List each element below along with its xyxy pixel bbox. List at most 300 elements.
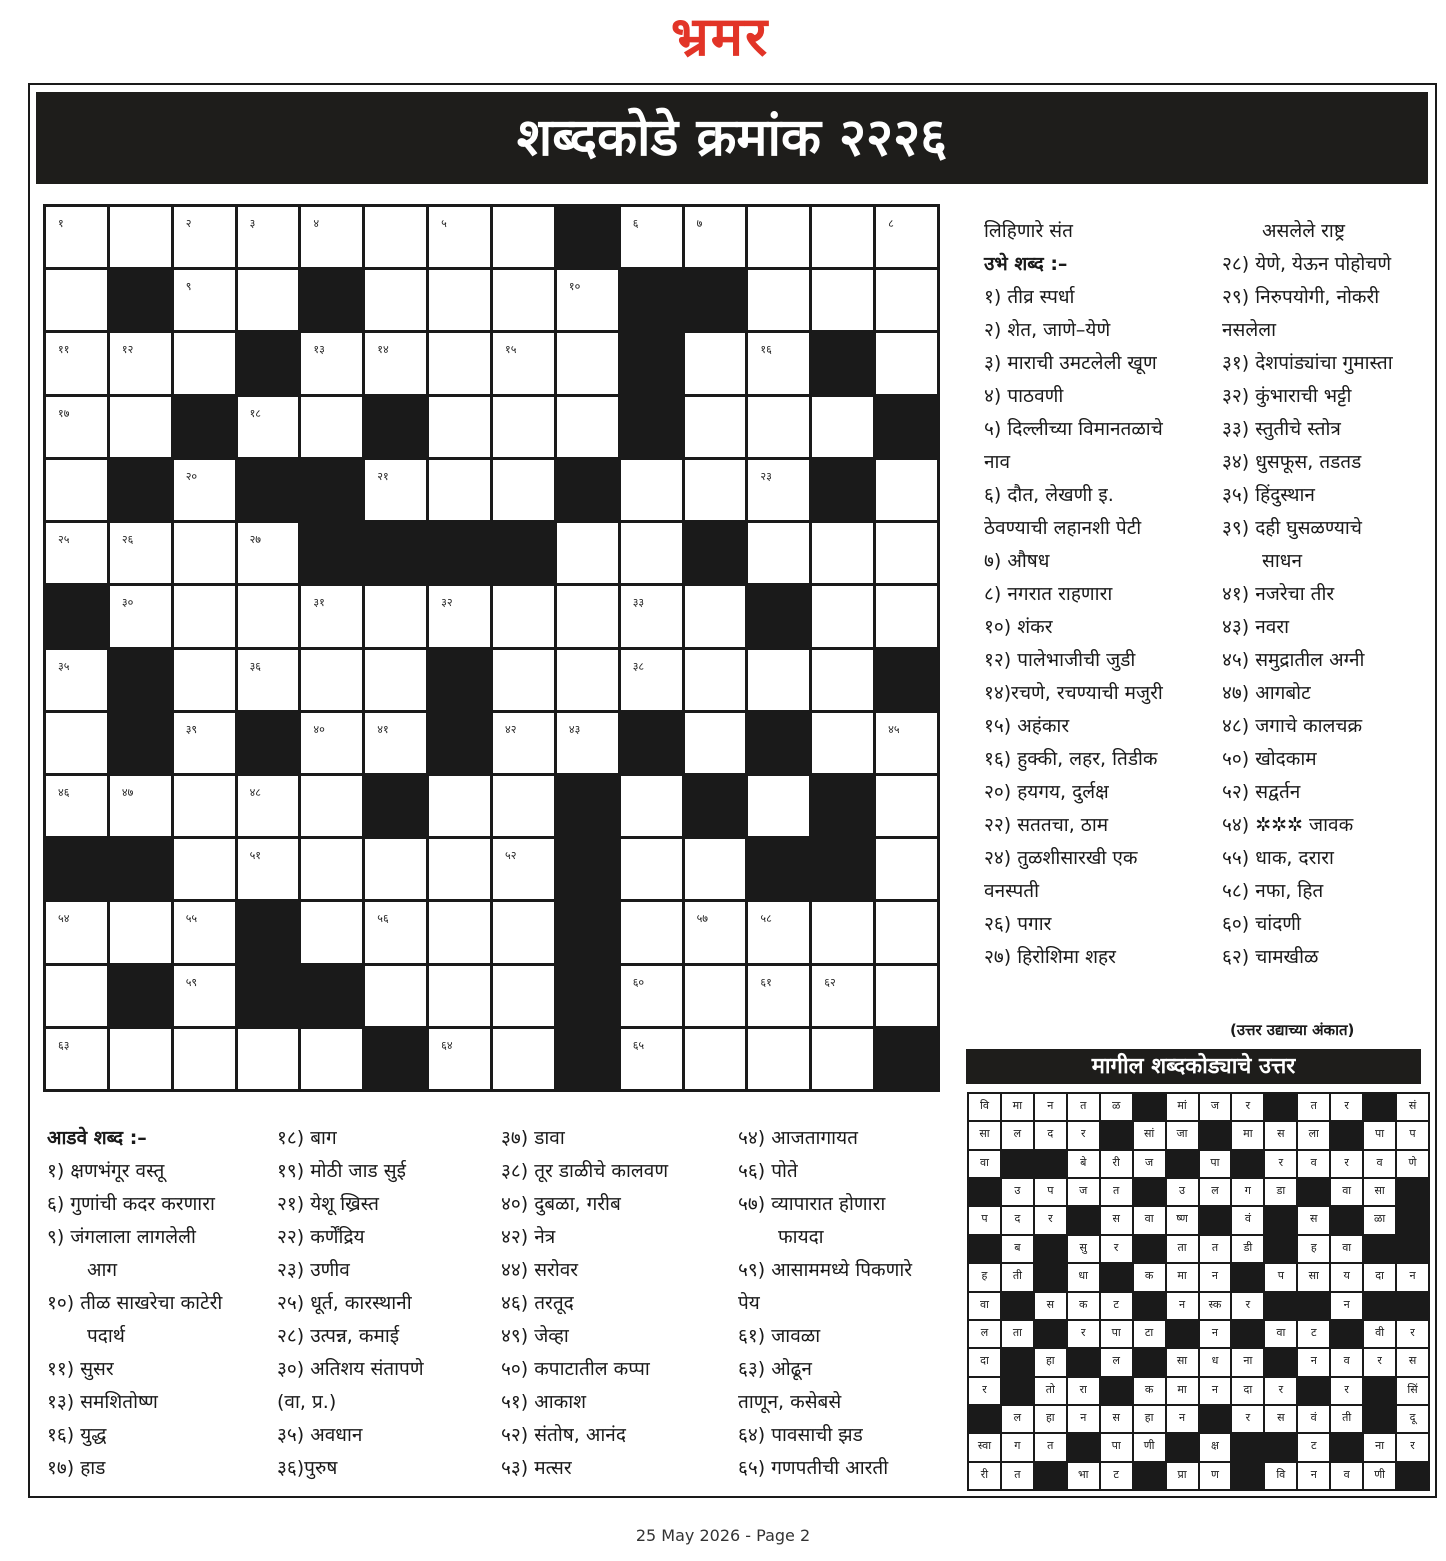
solution-block <box>1035 1321 1066 1347</box>
grid-cell[interactable] <box>621 523 682 583</box>
grid-cell[interactable] <box>301 839 362 899</box>
solution-block <box>1331 1321 1362 1347</box>
grid-cell[interactable] <box>174 270 235 330</box>
clue-number: ८ <box>888 217 894 230</box>
grid-cell[interactable] <box>301 776 362 836</box>
solution-block <box>1364 1293 1395 1319</box>
grid-cell[interactable] <box>621 207 682 267</box>
grid-cell[interactable] <box>46 1029 107 1089</box>
grid-cell[interactable] <box>493 776 554 836</box>
grid-cell[interactable] <box>748 207 809 267</box>
clue-number: ६२ <box>824 975 836 989</box>
solution-cell: ग <box>1232 1179 1263 1205</box>
solution-block <box>1298 1378 1329 1404</box>
grid-cell[interactable] <box>685 902 746 962</box>
clue-line: ६२) चामखीळ <box>1222 946 1319 968</box>
grid-cell[interactable] <box>301 650 362 710</box>
solution-cell: त <box>1068 1094 1099 1120</box>
grid-block <box>876 1029 937 1089</box>
solution-cell: द <box>1002 1207 1033 1233</box>
grid-block <box>110 270 171 330</box>
clue-line: ४८) जगाचे कालचक्र <box>1222 715 1363 737</box>
clue-line: पेय <box>738 1292 760 1314</box>
grid-block <box>365 1029 426 1089</box>
clue-line: ३४) धुसफूस, तडतड <box>1222 451 1362 473</box>
grid-cell[interactable] <box>174 966 235 1026</box>
grid-cell[interactable] <box>685 650 746 710</box>
solution-cell: स <box>1397 1349 1428 1375</box>
clue-line: ५२) सद्वर्तन <box>1222 781 1301 803</box>
clue-number: २५ <box>58 533 70 547</box>
grid-cell[interactable] <box>812 902 873 962</box>
grid-cell[interactable] <box>110 586 171 646</box>
solution-cell: ष्ण <box>1167 1207 1198 1233</box>
clue-line: १) तीव्र स्पर्धा <box>984 286 1075 308</box>
grid-cell[interactable] <box>365 586 426 646</box>
grid-cell[interactable] <box>174 1029 235 1089</box>
grid-cell[interactable] <box>174 586 235 646</box>
solution-cell: न <box>1035 1094 1066 1120</box>
grid-cell[interactable] <box>301 586 362 646</box>
grid-cell[interactable] <box>493 1029 554 1089</box>
grid-cell[interactable] <box>46 713 107 773</box>
grid-cell[interactable] <box>621 839 682 899</box>
grid-cell[interactable] <box>46 966 107 1026</box>
grid-cell[interactable] <box>493 650 554 710</box>
grid-cell[interactable] <box>812 713 873 773</box>
solution-block <box>1002 1378 1033 1404</box>
grid-cell[interactable] <box>876 713 937 773</box>
grid-cell[interactable] <box>876 207 937 267</box>
grid-cell[interactable] <box>174 902 235 962</box>
grid-cell[interactable] <box>365 713 426 773</box>
solution-cell: री <box>1101 1151 1132 1177</box>
grid-cell[interactable] <box>238 207 299 267</box>
grid-block <box>621 713 682 773</box>
clue-line: ४३) नवरा <box>1222 616 1290 638</box>
grid-cell[interactable] <box>365 460 426 520</box>
grid-block <box>301 270 362 330</box>
clue-line: ३३) स्तुतीचे स्तोत्र <box>1222 418 1341 440</box>
solution-cell: पा <box>1101 1434 1132 1460</box>
grid-cell[interactable] <box>429 270 490 330</box>
clue-line: ३) माराची उमटलेली खूण <box>984 352 1157 374</box>
grid-cell[interactable] <box>748 902 809 962</box>
grid-cell[interactable] <box>238 586 299 646</box>
grid-cell[interactable] <box>365 207 426 267</box>
clue-line: २८) उत्पन्न, कमाई <box>277 1325 400 1347</box>
grid-cell[interactable] <box>365 839 426 899</box>
clue-number: ३२ <box>441 596 453 610</box>
clue-line: ५६) पोते <box>738 1160 798 1182</box>
solution-cell: ट <box>1101 1463 1132 1489</box>
clue-number: १ <box>58 217 64 230</box>
grid-block <box>685 270 746 330</box>
grid-cell[interactable] <box>365 333 426 393</box>
grid-cell[interactable] <box>238 270 299 330</box>
grid-cell[interactable] <box>812 397 873 457</box>
solution-block <box>969 1406 1000 1432</box>
clue-number: ६१ <box>760 975 772 989</box>
grid-cell[interactable] <box>110 333 171 393</box>
grid-cell[interactable] <box>621 460 682 520</box>
solution-block <box>1331 1434 1362 1460</box>
grid-cell[interactable] <box>174 333 235 393</box>
solution-cell: वा <box>1331 1236 1362 1262</box>
grid-cell[interactable] <box>238 839 299 899</box>
solution-block <box>1364 1378 1395 1404</box>
clue-number: १४ <box>377 343 389 357</box>
clue-line: ताणून, कसेबसे <box>738 1391 842 1413</box>
grid-cell[interactable] <box>876 776 937 836</box>
grid-cell[interactable] <box>748 523 809 583</box>
solution-cell: क्ष <box>1200 1434 1231 1460</box>
solution-cell: मा <box>1002 1094 1033 1120</box>
grid-cell[interactable] <box>685 460 746 520</box>
solution-block <box>1298 1293 1329 1319</box>
grid-cell[interactable] <box>493 966 554 1026</box>
clue-line: ४०) दुबळा, गरीब <box>501 1193 621 1215</box>
solution-cell: र <box>1364 1349 1395 1375</box>
clue-line: ३१) देशपांड्यांचा गुमास्ता <box>1222 352 1393 374</box>
clue-number: ४३ <box>568 722 581 736</box>
solution-cell: सा <box>969 1122 1000 1148</box>
grid-cell[interactable] <box>110 207 171 267</box>
grid-cell[interactable] <box>493 333 554 393</box>
solution-cell: र <box>1232 1406 1263 1432</box>
grid-cell[interactable] <box>301 713 362 773</box>
clue-line: १३) समशितोष्ण <box>47 1391 158 1413</box>
clue-line: ४४) सरोवर <box>501 1259 579 1281</box>
grid-cell[interactable] <box>812 270 873 330</box>
solution-cell: त <box>1298 1094 1329 1120</box>
solution-block <box>1134 1463 1165 1489</box>
solution-cell: स <box>1265 1406 1296 1432</box>
grid-cell[interactable] <box>429 776 490 836</box>
clue-line: ८) नगरात राहणारा <box>984 583 1113 605</box>
answer-note: (उत्तर उद्याच्या अंकात) <box>1230 1021 1355 1039</box>
clue-line: १२) पालेभाजीची जुडी <box>984 649 1136 671</box>
clue-line: ६) दौत, लेखणी इ. <box>984 484 1114 506</box>
grid-block <box>685 523 746 583</box>
grid-cell[interactable] <box>685 966 746 1026</box>
grid-cell[interactable] <box>429 207 490 267</box>
solution-cell: न <box>1167 1293 1198 1319</box>
grid-cell[interactable] <box>174 776 235 836</box>
clue-line: ५९) आसाममध्ये पिकणारे <box>738 1259 913 1281</box>
solution-cell: स <box>1035 1293 1066 1319</box>
solution-cell: वि <box>1265 1463 1296 1489</box>
clue-line: ६०) चांदणी <box>1222 913 1301 935</box>
grid-cell[interactable] <box>429 839 490 899</box>
crossword-grid[interactable] <box>43 204 940 1092</box>
solution-cell: वा <box>969 1293 1000 1319</box>
solution-cell: सा <box>1364 1179 1395 1205</box>
clue-line: नसलेला <box>1222 319 1277 341</box>
solution-cell: बे <box>1068 1151 1099 1177</box>
grid-cell[interactable] <box>365 270 426 330</box>
solution-cell: भा <box>1068 1463 1099 1489</box>
solution-cell: ळा <box>1364 1207 1395 1233</box>
solution-block <box>1068 1207 1099 1233</box>
solution-block <box>1101 1122 1132 1148</box>
solution-cell: क <box>1134 1264 1165 1290</box>
grid-cell[interactable] <box>876 460 937 520</box>
grid-cell[interactable] <box>429 333 490 393</box>
grid-cell[interactable] <box>365 902 426 962</box>
grid-cell[interactable] <box>685 333 746 393</box>
clue-line: ३५) हिंदुस्थान <box>1222 484 1315 506</box>
grid-cell[interactable] <box>110 902 171 962</box>
clue-number: ५६ <box>377 912 389 926</box>
clue-line: ५५) धाक, दरारा <box>1222 847 1334 869</box>
grid-cell[interactable] <box>174 713 235 773</box>
grid-cell[interactable] <box>238 650 299 710</box>
clue-line: ३७) डावा <box>501 1127 565 1149</box>
grid-cell[interactable] <box>429 460 490 520</box>
clue-line: ३२) कुंभाराची भट्टी <box>1222 385 1352 407</box>
grid-cell[interactable] <box>557 713 618 773</box>
grid-cell[interactable] <box>812 966 873 1026</box>
solution-cell: सा <box>1167 1349 1198 1375</box>
grid-cell[interactable] <box>557 586 618 646</box>
solution-block <box>1134 1293 1165 1319</box>
grid-cell[interactable] <box>685 839 746 899</box>
solution-block <box>1397 1179 1428 1205</box>
clue-line: ३०) अतिशय संतापणे <box>277 1358 424 1380</box>
solution-cell: स्वा <box>969 1434 1000 1460</box>
solution-block <box>1265 1236 1296 1262</box>
solution-cell: वा <box>1134 1207 1165 1233</box>
solution-cell: क <box>1068 1293 1099 1319</box>
solution-block <box>1265 1293 1296 1319</box>
down-clues-column-1 <box>984 215 1163 974</box>
grid-block <box>301 523 362 583</box>
grid-cell[interactable] <box>557 397 618 457</box>
grid-cell[interactable] <box>812 207 873 267</box>
grid-cell[interactable] <box>812 523 873 583</box>
solution-cell: णे <box>1397 1151 1428 1177</box>
solution-cell: मा <box>1167 1378 1198 1404</box>
grid-cell[interactable] <box>429 397 490 457</box>
grid-cell[interactable] <box>238 397 299 457</box>
clue-number: १३ <box>313 343 325 357</box>
solution-block <box>1068 1349 1099 1375</box>
grid-cell[interactable] <box>876 902 937 962</box>
grid-cell[interactable] <box>46 902 107 962</box>
solution-cell: दा <box>1364 1264 1395 1290</box>
clue-line: ९) जंगलाला लागलेली <box>47 1226 196 1248</box>
solution-block <box>1265 1434 1296 1460</box>
clue-line: (वा, प्र.) <box>277 1391 337 1413</box>
grid-cell[interactable] <box>685 1029 746 1089</box>
grid-cell[interactable] <box>110 1029 171 1089</box>
solution-block <box>1035 1151 1066 1177</box>
grid-cell[interactable] <box>876 586 937 646</box>
clue-line: ५७) व्यापारात होणारा <box>738 1193 886 1215</box>
grid-cell[interactable] <box>876 966 937 1026</box>
grid-cell[interactable] <box>812 586 873 646</box>
solution-cell: क <box>1134 1378 1165 1404</box>
grid-cell[interactable] <box>46 397 107 457</box>
grid-cell[interactable] <box>748 650 809 710</box>
grid-cell[interactable] <box>621 966 682 1026</box>
clue-line: असलेले राष्ट्र <box>1262 220 1345 242</box>
grid-cell[interactable] <box>876 839 937 899</box>
grid-cell[interactable] <box>557 650 618 710</box>
grid-cell[interactable] <box>174 207 235 267</box>
clue-number: २६ <box>121 533 134 547</box>
grid-cell[interactable] <box>748 1029 809 1089</box>
clue-line: ४९) जेव्हा <box>501 1325 569 1347</box>
solution-cell: ट <box>1298 1434 1329 1460</box>
grid-block <box>876 650 937 710</box>
grid-cell[interactable] <box>174 650 235 710</box>
grid-cell[interactable] <box>301 397 362 457</box>
grid-cell[interactable] <box>110 523 171 583</box>
grid-cell[interactable] <box>301 1029 362 1089</box>
grid-cell[interactable] <box>46 270 107 330</box>
clue-line: फायदा <box>778 1226 824 1248</box>
grid-cell[interactable] <box>876 333 937 393</box>
solution-cell: र <box>1265 1378 1296 1404</box>
grid-cell[interactable] <box>429 966 490 1026</box>
grid-cell[interactable] <box>876 270 937 330</box>
solution-cell: सु <box>1068 1236 1099 1262</box>
grid-block <box>557 776 618 836</box>
solution-cell: र <box>1068 1122 1099 1148</box>
grid-cell[interactable] <box>557 523 618 583</box>
across-clues-column-1 <box>47 1122 222 1485</box>
solution-cell: सां <box>1134 1122 1165 1148</box>
grid-block <box>685 776 746 836</box>
grid-cell[interactable] <box>685 713 746 773</box>
grid-block <box>621 333 682 393</box>
grid-cell[interactable] <box>174 523 235 583</box>
grid-cell[interactable] <box>238 523 299 583</box>
clue-line: ४२) नेत्र <box>501 1226 556 1248</box>
clue-line: ३५) अवधान <box>277 1424 363 1446</box>
solution-cell: न <box>1200 1321 1231 1347</box>
grid-cell[interactable] <box>621 650 682 710</box>
solution-block <box>1101 1378 1132 1404</box>
grid-cell[interactable] <box>748 270 809 330</box>
grid-cell[interactable] <box>621 902 682 962</box>
solution-cell: धा <box>1068 1264 1099 1290</box>
grid-cell[interactable] <box>748 333 809 393</box>
grid-cell[interactable] <box>493 207 554 267</box>
grid-cell[interactable] <box>685 207 746 267</box>
grid-cell[interactable] <box>238 776 299 836</box>
grid-cell[interactable] <box>812 650 873 710</box>
solution-cell: ह <box>1298 1236 1329 1262</box>
puzzle-title: शब्दकोडे क्रमांक २२२६ <box>36 92 1428 184</box>
grid-cell[interactable] <box>621 586 682 646</box>
grid-cell[interactable] <box>46 776 107 836</box>
grid-cell[interactable] <box>429 902 490 962</box>
grid-block <box>238 966 299 1026</box>
grid-cell[interactable] <box>110 776 171 836</box>
grid-cell[interactable] <box>46 650 107 710</box>
grid-cell[interactable] <box>493 460 554 520</box>
grid-cell[interactable] <box>748 966 809 1026</box>
solution-cell: र <box>1035 1207 1066 1233</box>
grid-cell[interactable] <box>748 776 809 836</box>
grid-cell[interactable] <box>46 460 107 520</box>
solution-cell: न <box>1331 1293 1362 1319</box>
grid-cell[interactable] <box>557 270 618 330</box>
grid-cell[interactable] <box>365 650 426 710</box>
solution-cell: ना <box>1232 1349 1263 1375</box>
grid-cell[interactable] <box>493 270 554 330</box>
grid-cell[interactable] <box>365 966 426 1026</box>
solution-cell: ट <box>1298 1321 1329 1347</box>
solution-cell: स <box>1265 1122 1296 1148</box>
solution-cell: द <box>1035 1122 1066 1148</box>
grid-cell[interactable] <box>46 523 107 583</box>
solution-cell: ल <box>1002 1406 1033 1432</box>
grid-cell[interactable] <box>557 333 618 393</box>
grid-cell[interactable] <box>110 397 171 457</box>
grid-block <box>110 966 171 1026</box>
grid-cell[interactable] <box>621 1029 682 1089</box>
grid-cell[interactable] <box>46 207 107 267</box>
grid-cell[interactable] <box>493 397 554 457</box>
grid-cell[interactable] <box>748 460 809 520</box>
clue-line: ३८) तूर डाळीचे कालवण <box>501 1160 669 1182</box>
clue-line: ४) पाठवणी <box>984 385 1064 407</box>
grid-cell[interactable] <box>493 839 554 899</box>
solution-cell: ज <box>1200 1094 1231 1120</box>
grid-block <box>748 713 809 773</box>
solution-block <box>1002 1349 1033 1375</box>
clue-line: ३९) दही घुसळण्याचे <box>1222 517 1362 539</box>
grid-cell[interactable] <box>876 523 937 583</box>
solution-cell: ल <box>969 1321 1000 1347</box>
grid-cell[interactable] <box>46 333 107 393</box>
solution-cell: र <box>1397 1434 1428 1460</box>
grid-cell[interactable] <box>685 397 746 457</box>
grid-cell[interactable] <box>301 902 362 962</box>
clue-number: ६५ <box>632 1038 645 1052</box>
grid-cell[interactable] <box>621 776 682 836</box>
grid-cell[interactable] <box>812 1029 873 1089</box>
solution-cell: प <box>969 1207 1000 1233</box>
grid-cell[interactable] <box>748 397 809 457</box>
grid-block <box>365 776 426 836</box>
grid-cell[interactable] <box>493 713 554 773</box>
clue-line: ठेवण्याची लहानशी पेटी <box>984 517 1142 539</box>
clue-line: ५०) खोदकाम <box>1222 748 1317 770</box>
grid-cell[interactable] <box>174 839 235 899</box>
grid-cell[interactable] <box>429 586 490 646</box>
grid-cell[interactable] <box>238 1029 299 1089</box>
solution-block <box>1200 1122 1231 1148</box>
clue-number: २१ <box>377 469 389 483</box>
grid-cell[interactable] <box>493 586 554 646</box>
grid-cell[interactable] <box>429 1029 490 1089</box>
solution-cell: सिं <box>1397 1378 1428 1404</box>
grid-cell[interactable] <box>301 333 362 393</box>
clue-number: ३० <box>121 596 134 610</box>
clue-line: ६४) पावसाची झड <box>738 1424 863 1446</box>
solution-block <box>1167 1434 1198 1460</box>
grid-cell[interactable] <box>174 460 235 520</box>
grid-cell[interactable] <box>301 207 362 267</box>
clue-number: ३३ <box>632 596 645 610</box>
grid-cell[interactable] <box>493 902 554 962</box>
grid-cell[interactable] <box>685 586 746 646</box>
